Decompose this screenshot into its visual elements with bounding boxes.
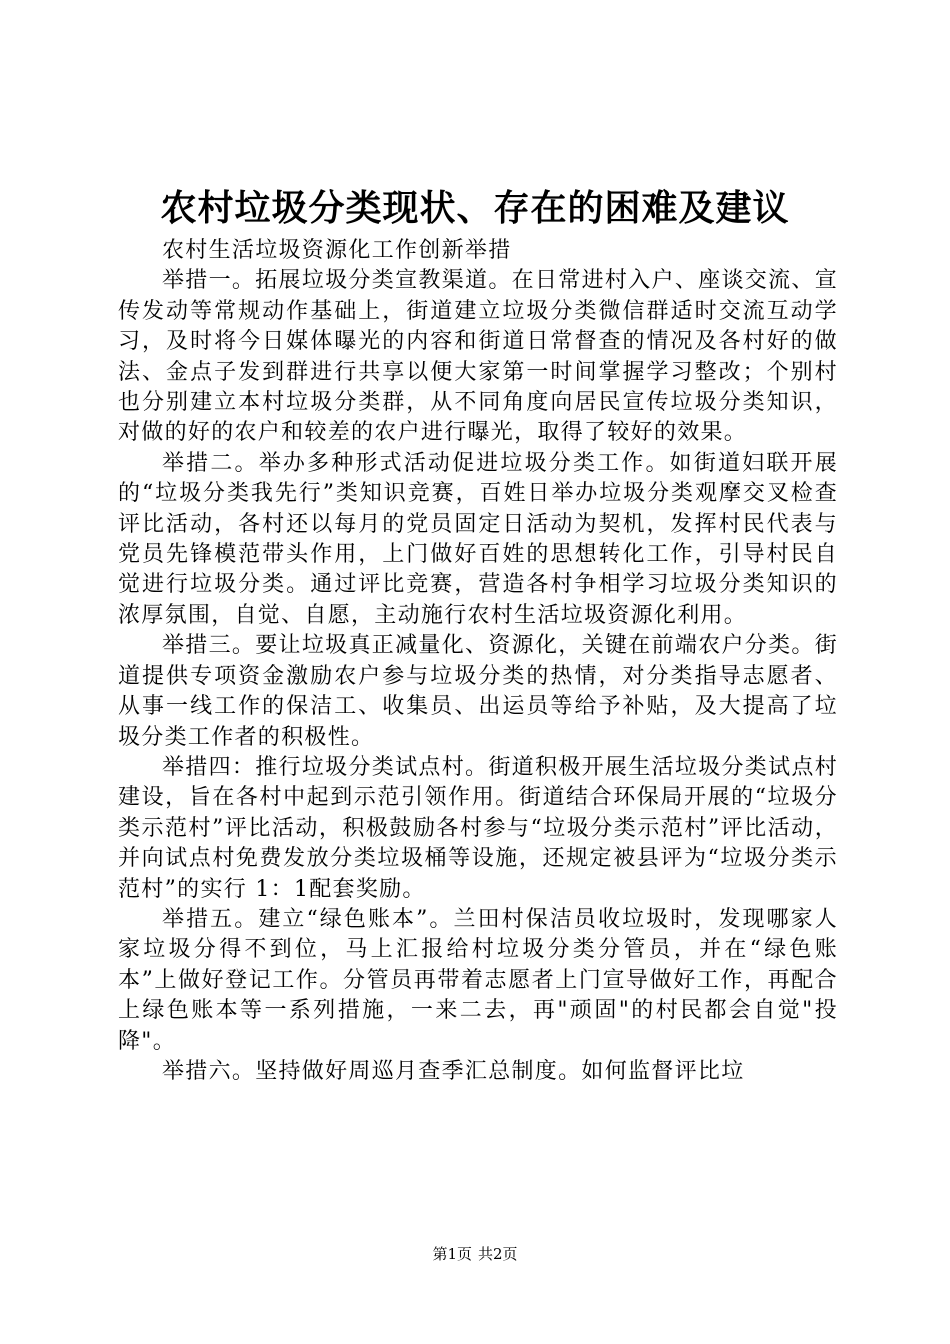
paragraph-subtitle: 农村生活垃圾资源化工作创新举措 (162, 238, 512, 263)
paragraph-measure-4: 举措四：推行垃圾分类试点村。街道积极开展生活垃圾分类试点村建设，旨在各村中起到示范引领作用。街道结合环保局开展的“垃圾分类示范村”评比活动，积极鼓励各村参与“垃圾分类示范村”评比活动，并向试点村免费发放分类垃圾桶等设施，还规定被县评为“垃圾分类示范村”的实行 1：1配套奖励。 (118, 754, 838, 902)
document-title: 农村垃圾分类现状、存在的困难及建议 (160, 188, 790, 229)
paragraph-measure-2: 举措二。举办多种形式活动促进垃圾分类工作。如街道妇联开展的“垃圾分类我先行”类知识竞赛，百姓日举办垃圾分类观摩交叉检查评比活动，各村还以每月的党员固定日活动为契机，发挥村民代表与党员先锋模范带头作用，上门做好百姓的思想转化工作，引导村民自觉进行垃圾分类。通过评比竞赛，营造各村争相学习垃圾分类知识的浓厚氛围，自觉、自愿，主动施行农村生活垃圾资源化利用。 (118, 450, 838, 628)
paragraph-measure-6: 举措六。坚持做好周巡月查季汇总制度。如何监督评比垃 (162, 1058, 745, 1084)
document-body (118, 236, 838, 1087)
paragraph-measure-3: 举措三。要让垃圾真正减量化、资源化，关键在前端农户分类。街道提供专项资金激励农户参与垃圾分类的热情，对分类指导志愿者、从事一线工作的保洁工、收集员、出运员等给予补贴，及大提高了垃圾分类工作者的积极性。 (118, 633, 838, 750)
page-footer (0, 1244, 950, 1264)
paragraph-measure-1: 举措一。拓展垃圾分类宣教渠道。在日常进村入户、座谈交流、宣传发动等常规动作基础上，街道建立垃圾分类微信群适时交流互动学习，及时将今日媒体曝光的内容和街道日常督查的情况及各村好的做法、金点子发到群进行共享以便大家第一时间掌握学习整改；个别村也分别建立本村垃圾分类群，从不同角度向居民宣传垃圾分类知识，对做的好的农户和较差的农户进行曝光，取得了较好的效果。 (118, 268, 838, 446)
paragraph-measure-5: 举措五。建立“绿色账本”。兰田村保洁员收垃圾时，发现哪家人家垃圾分得不到位，马上汇报给村垃圾分类分管员，并在“绿色账本”上做好登记工作。分管员再带着志愿者上门宣导做好工作，再配合上绿色账本等一系列措施，一来二去，再"顽固"的村民都会自觉"投降"。 (118, 906, 838, 1054)
page-total: 共2页 (478, 1245, 518, 1263)
page-number: 第1页 (432, 1245, 472, 1263)
